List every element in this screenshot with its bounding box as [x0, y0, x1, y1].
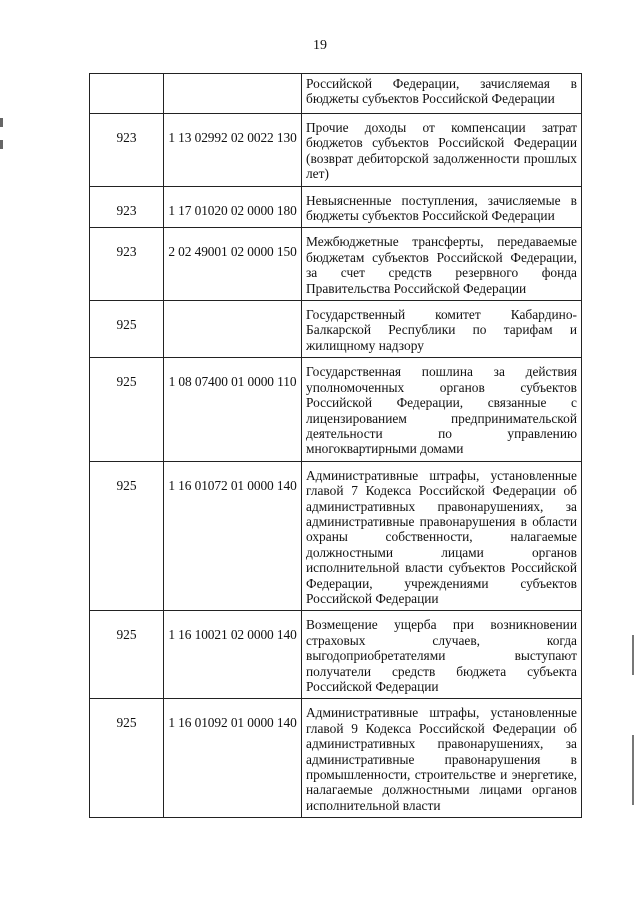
admin-code-cell: 925: [90, 358, 164, 461]
kbk-code-cell: 1 08 07400 01 0000 110: [164, 358, 302, 461]
description-text: Административные штрафы, установленные главой 7 Кодекса Российской Федерации об административных правонарушениях, за административные правонарушения в области охраны собственности, налагаемые должностными лицами органов исполнительной власти субъектов Российской Федерации, учреждениями субъектов Российской Федерации: [306, 467, 577, 606]
revenue-codes-table: [89, 73, 582, 818]
scan-edge-mark: [632, 735, 634, 805]
description-text: Межбюджетные трансферты, передаваемые бюджетам субъектов Российской Федерации, за счет средств резервного фонда Правительства Российской Федерации: [306, 234, 577, 296]
kbk-code-cell: 1 16 10021 02 0000 140: [164, 611, 302, 699]
table-row: [90, 611, 582, 699]
description-text: Прочие доходы от компенсации затрат бюджетов субъектов Российской Федерации (возврат дебиторской задолженности прошлых лет): [306, 120, 577, 182]
kbk-code-cell: 2 02 49001 02 0000 150: [164, 228, 302, 301]
admin-code-cell: 925: [90, 301, 164, 358]
description-cell: [302, 114, 582, 187]
admin-code-cell: 925: [90, 461, 164, 611]
table-row: [90, 186, 582, 228]
margin-mark: [0, 118, 3, 127]
table-row: [90, 74, 582, 114]
description-text: Административные штрафы, установленные главой 9 Кодекса Российской Федерации об административных правонарушениях, за административные правонарушения в промышленности, строительстве и энергетике, налагаемые должностными лицами органов исполнительной власти: [306, 705, 577, 813]
table-row: [90, 228, 582, 301]
description-cell: [302, 228, 582, 301]
scan-edge-mark: [632, 635, 634, 675]
description-cell: [302, 611, 582, 699]
kbk-code-cell: [164, 301, 302, 358]
description-cell: [302, 74, 582, 114]
admin-code-cell: 925: [90, 699, 164, 818]
table-row: [90, 461, 582, 611]
table-row: [90, 699, 582, 818]
admin-code-cell: 923: [90, 186, 164, 228]
admin-code-cell: 923: [90, 114, 164, 187]
admin-code-cell: 925: [90, 611, 164, 699]
description-text: Государственный комитет Кабардино-Балкарской Республики по тарифам и жилищному надзору: [306, 307, 577, 353]
admin-code-cell: [90, 74, 164, 114]
page-number: 19: [313, 38, 327, 53]
description-cell: [302, 461, 582, 611]
description-cell: [302, 186, 582, 228]
description-text: Государственная пошлина за действия уполномоченных органов субъектов Российской Федерации, связанные с лицензированием предпринимательской деятельности по управлению многоквартирными домами: [306, 364, 577, 457]
kbk-code-cell: 1 16 01072 01 0000 140: [164, 461, 302, 611]
description-text: Возмещение ущерба при возникновении страховых случаев, когда выгодоприобретателями выступают получатели средств бюджета субъекта Российской Федерации: [306, 617, 577, 694]
table-row: [90, 301, 582, 358]
margin-mark: [0, 140, 3, 149]
description-cell: [302, 301, 582, 358]
kbk-code-cell: 1 17 01020 02 0000 180: [164, 186, 302, 228]
description-cell: [302, 699, 582, 818]
description-text: Невыясненные поступления, зачисляемые в бюджеты субъектов Российской Федерации: [306, 192, 577, 224]
kbk-code-cell: [164, 74, 302, 114]
table-row: [90, 358, 582, 461]
admin-code-cell: 923: [90, 228, 164, 301]
kbk-code-cell: 1 16 01092 01 0000 140: [164, 699, 302, 818]
description-cell: [302, 358, 582, 461]
table-row: [90, 114, 582, 187]
description-text: Российской Федерации, зачисляемая в бюджеты субъектов Российской Федерации: [306, 76, 577, 107]
kbk-code-cell: 1 13 02992 02 0022 130: [164, 114, 302, 187]
